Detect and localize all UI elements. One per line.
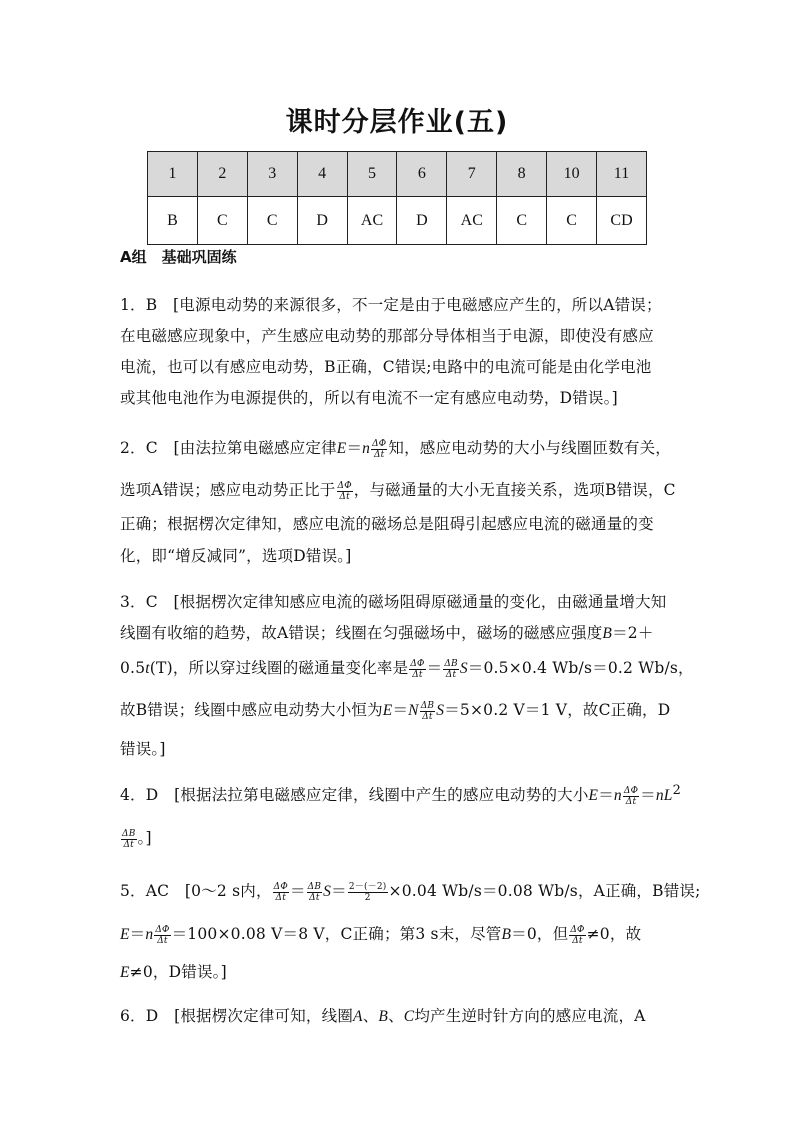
- q6-line: [120, 1004, 646, 1026]
- text: 知，感应电动势的大小与线圈匝数有关，: [388, 439, 671, 457]
- fraction: [623, 786, 639, 807]
- var: N: [408, 702, 419, 719]
- answer-cell: C: [247, 197, 297, 245]
- numerator: ΔΦ: [372, 438, 387, 449]
- answer-cell: D: [397, 197, 447, 245]
- fraction: [443, 659, 459, 680]
- text: 线圈有收缩的趋势，故A错误；线圈在匀强磁场中，磁场的磁感应强度: [120, 624, 603, 642]
- question-number: 6: [397, 152, 447, 197]
- fraction: [420, 701, 436, 722]
- var: B: [378, 1008, 389, 1025]
- text: 2．C [由法拉第电磁感应定律: [120, 439, 337, 457]
- question-number: 5: [347, 152, 397, 197]
- answer-table-answer-row: [148, 197, 647, 245]
- q5-line: [120, 879, 701, 903]
- fraction: [409, 659, 425, 680]
- answer-cell: D: [297, 197, 347, 245]
- q4-line: [120, 826, 152, 850]
- numerator: ΔB: [307, 881, 322, 892]
- question-number: 8: [497, 152, 547, 197]
- fraction: [337, 481, 353, 502]
- section-heading: A组 基础巩固练: [120, 248, 237, 266]
- fraction: [121, 829, 137, 850]
- text: 0.5: [120, 659, 146, 677]
- text: ＝: [640, 786, 656, 805]
- answer-table: [147, 151, 647, 245]
- var: t: [145, 660, 150, 677]
- page-title: 课时分层作业(五): [285, 107, 509, 138]
- q1-line: 电流，也可以有感应电动势，B正确，C错误;电路中的电流可能是由化学电池: [120, 358, 652, 376]
- text: 、: [388, 1007, 404, 1025]
- var: E: [336, 440, 347, 457]
- q3-line: [120, 621, 654, 643]
- answer-cell: CD: [597, 197, 647, 245]
- denominator: Δt: [625, 796, 637, 807]
- text: ＝: [289, 882, 306, 900]
- var: B: [602, 625, 613, 642]
- q3-line: [120, 656, 694, 680]
- denominator: Δt: [445, 669, 457, 680]
- var: n: [613, 787, 622, 805]
- answer-cell: C: [547, 197, 597, 245]
- text: ＝: [129, 925, 146, 943]
- var: S: [459, 660, 468, 677]
- denominator: Δt: [157, 935, 168, 946]
- text: ×0.04 Wb/s＝0.08 Wb/s，A正确，B错误;: [388, 882, 701, 900]
- var: A: [353, 1008, 363, 1025]
- text: (T)，所以穿过线圈的磁通量变化率是: [149, 659, 409, 677]
- numerator: 2－(－2): [348, 881, 387, 892]
- text: ＝: [346, 439, 363, 457]
- text: ≠0，故: [586, 925, 642, 943]
- text: ＝5×0.2 V＝1 V，故C正确，D: [444, 701, 671, 719]
- answer-table-header-row: [148, 152, 647, 197]
- denominator: 2: [364, 892, 371, 903]
- q1-line: 1．B [电源电动势的来源很多，不一定是由于电磁感应产生的，所以A错误；: [120, 296, 662, 314]
- denominator: Δt: [422, 711, 433, 722]
- text: ＝2＋: [612, 624, 654, 642]
- numerator: ΔΦ: [155, 924, 170, 935]
- answer-cell: AC: [447, 197, 497, 245]
- text: 均产生逆时针方向的感应电流，A: [414, 1007, 646, 1025]
- text: ≠0，D错误。]: [129, 963, 227, 981]
- var: S: [323, 883, 332, 900]
- text: ＝: [426, 659, 443, 677]
- denominator: Δt: [339, 491, 350, 502]
- text: ＝: [392, 701, 409, 719]
- q2-line: [120, 436, 671, 460]
- fraction: [569, 925, 585, 946]
- var: E: [382, 702, 393, 719]
- var: n: [362, 440, 371, 457]
- text: 故B错误；线圈中感应电动势大小恒为: [120, 701, 383, 719]
- question-number: 2: [197, 152, 247, 197]
- denominator: Δt: [123, 839, 135, 850]
- text: 选项A错误；感应电动势正比于: [120, 481, 336, 499]
- var: n: [145, 926, 154, 943]
- var: E: [588, 787, 599, 805]
- q5-line: [120, 922, 641, 946]
- answer-cell: AC: [347, 197, 397, 245]
- text: 5．AC [0～2 s内，: [120, 882, 272, 900]
- var: S: [436, 702, 445, 719]
- question-number: 3: [247, 152, 297, 197]
- denominator: Δt: [412, 669, 423, 680]
- denominator: Δt: [572, 935, 583, 946]
- q3-line: 3．C [根据楞次定律知感应电流的磁场阻碍原磁通量的变化，由磁通量增大知: [120, 593, 667, 611]
- fraction: [307, 882, 323, 903]
- q1-line: 或其他电池作为电源提供的，所以有电流不一定有感应电动势，D错误。]: [120, 389, 618, 407]
- text: 。]: [137, 829, 152, 847]
- q5-line: [120, 960, 227, 982]
- var: C: [403, 1008, 415, 1025]
- superscript: 2: [672, 783, 682, 798]
- numerator: ΔΦ: [273, 881, 288, 892]
- text: 6．D [根据楞次定律可知，线圈: [120, 1007, 354, 1025]
- fraction: [154, 925, 170, 946]
- var: nL: [655, 787, 673, 805]
- numerator: ΔB: [444, 658, 458, 669]
- q2-line: [120, 478, 676, 502]
- numerator: ΔB: [420, 700, 435, 711]
- numerator: ΔB: [122, 828, 136, 839]
- text: ＝: [598, 786, 614, 805]
- answer-cell: C: [497, 197, 547, 245]
- question-number: 11: [597, 152, 647, 197]
- text: ＝: [331, 882, 347, 900]
- text: ，与磁通量的大小无直接关系，选项B错误，C: [353, 481, 676, 499]
- fraction: [273, 882, 289, 903]
- question-number: 4: [297, 152, 347, 197]
- numerator: ΔΦ: [623, 785, 639, 796]
- text: ＝0.5×0.4 Wb/s＝0.2 Wb/s，: [467, 659, 694, 677]
- fraction: [348, 882, 388, 903]
- numerator: ΔΦ: [410, 658, 425, 669]
- text: ＝0，但: [511, 925, 569, 943]
- q2-line: 化，即“增反减同”，选项D错误。]: [120, 547, 352, 565]
- question-number: 7: [447, 152, 497, 197]
- fraction: [371, 439, 387, 460]
- numerator: ΔΦ: [337, 480, 352, 491]
- q3-line: 错误。]: [120, 740, 166, 758]
- question-number: 10: [547, 152, 597, 197]
- q1-line: 在电磁感应现象中，产生感应电动势的那部分导体相当于电源，即使没有感应: [120, 327, 654, 345]
- denominator: Δt: [373, 449, 385, 460]
- denominator: Δt: [309, 892, 320, 903]
- var: E: [120, 926, 130, 943]
- question-number: 1: [148, 152, 198, 197]
- text: ＝100×0.08 V＝8 V，C正确；第3 s末，尽管: [171, 925, 502, 943]
- q2-line: 正确；根据楞次定律知，感应电流的磁场总是阻碍引起感应电流的磁通量的变: [120, 515, 654, 533]
- q4-line: [120, 783, 681, 807]
- q3-line: [120, 698, 670, 722]
- var: B: [501, 926, 512, 943]
- numerator: ΔΦ: [570, 924, 585, 935]
- answer-cell: C: [197, 197, 247, 245]
- answer-cell: B: [148, 197, 198, 245]
- text: 4．D [根据法拉第电磁感应定律，线圈中产生的感应电动势的大小: [120, 786, 589, 805]
- text: 、: [362, 1007, 379, 1025]
- denominator: Δt: [275, 892, 287, 903]
- var: E: [120, 964, 130, 981]
